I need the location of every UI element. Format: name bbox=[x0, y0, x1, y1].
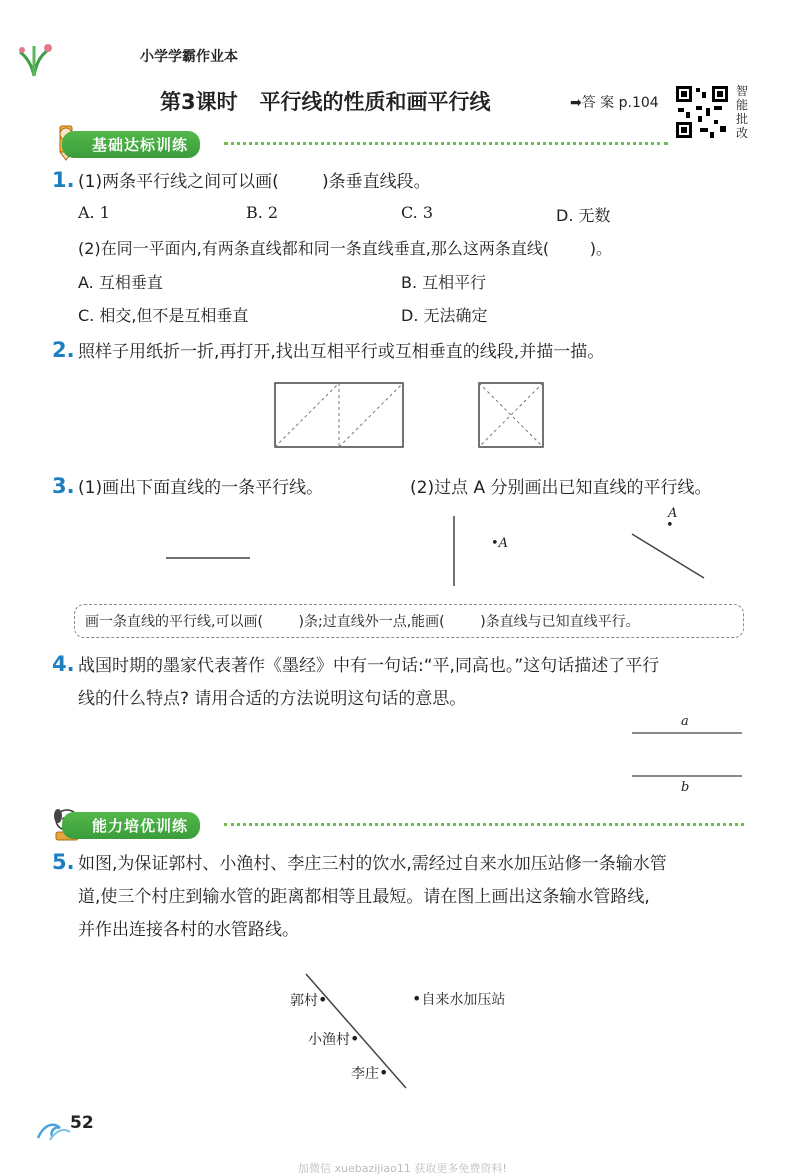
q1-part2-text: (2)在同一平面内,有两条直线都和同一条直线垂直,那么这两条直线( )。 bbox=[78, 239, 613, 258]
point-dot-icon: • bbox=[666, 518, 674, 533]
q1-part2-option-d[interactable]: D. 无法确定 bbox=[401, 306, 488, 325]
point-dot-icon: • bbox=[350, 1029, 360, 1048]
q4-label-b: b bbox=[681, 780, 690, 795]
q3-given-line-diagonal[interactable] bbox=[632, 534, 704, 578]
q1-part2-option-b[interactable]: B. 互相平行 bbox=[401, 273, 487, 292]
footer-watermark: 加微信 xuebazijiao11 获取更多免费资料! bbox=[298, 1162, 507, 1175]
fold-example-rectangle bbox=[274, 382, 404, 448]
wave-decoration-icon bbox=[36, 1118, 72, 1142]
q5-text-line1: 如图,为保证郭村、小渔村、李庄三村的饮水,需经过自来水加压站修一条输水管 bbox=[78, 854, 667, 874]
question-number-1: 1. bbox=[52, 168, 75, 192]
q1-part2-option-c[interactable]: C. 相交,但不是互相垂直 bbox=[78, 306, 249, 325]
qr-code[interactable] bbox=[674, 84, 730, 140]
q1-part1-option-d[interactable]: D. 无数 bbox=[556, 206, 611, 225]
point-dot-icon: • bbox=[412, 989, 422, 1008]
q3-given-line-horizontal[interactable] bbox=[166, 556, 250, 560]
question-number-5: 5. bbox=[52, 850, 75, 874]
fold-square[interactable] bbox=[478, 382, 544, 448]
q4-text-line1: 战国时期的墨家代表著作《墨经》中有一句话:“平,同高也。”这句话描述了平行 bbox=[78, 656, 660, 676]
q5-text-line2: 道,使三个村庄到输水管的距离都相等且最短。请在图上画出这条输水管路线, bbox=[78, 887, 650, 907]
q5-village-li[interactable]: 李庄• bbox=[351, 1063, 389, 1082]
q4-line-b bbox=[632, 774, 742, 778]
q3-given-line-vertical[interactable] bbox=[452, 516, 456, 586]
point-dot-icon: • bbox=[491, 536, 499, 551]
section-banner-basic: 基础达标训练 bbox=[62, 131, 200, 158]
q3-point-a-vertical: •A bbox=[491, 536, 509, 551]
lesson-title: 第3课时 平行线的性质和画平行线 bbox=[160, 90, 491, 114]
q5-village-guo[interactable]: 郭村• bbox=[290, 990, 328, 1009]
question-number-3: 3. bbox=[52, 474, 75, 498]
q3-hint-box: 画一条直线的平行线,可以画( )条;过直线外一点,能画( )条直线与已知直线平行。 bbox=[74, 604, 744, 638]
plant-logo-icon bbox=[14, 38, 54, 78]
q3-part1-text: (1)画出下面直线的一条平行线。 bbox=[78, 478, 324, 498]
point-dot-icon: • bbox=[379, 1063, 389, 1082]
qr-side-text: 智 能 批 改 bbox=[736, 84, 749, 140]
q5-text-line3: 并作出连接各村的水管路线。 bbox=[78, 920, 299, 940]
answer-ref[interactable]: ➡答 案 p.104 bbox=[570, 95, 659, 111]
q1-part1-option-a[interactable]: A. 1 bbox=[78, 203, 110, 222]
q5-water-station[interactable]: •自来水加压站 bbox=[412, 989, 506, 1008]
section-divider bbox=[224, 142, 668, 145]
q1-part1-text: (1)两条平行线之间可以画( )条垂直线段。 bbox=[78, 172, 431, 192]
question-number-4: 4. bbox=[52, 652, 75, 676]
q3-point-a-diagonal: A • bbox=[666, 506, 678, 533]
q1-part2-option-a[interactable]: A. 互相垂直 bbox=[78, 273, 163, 292]
book-title: 小学学霸作业本 bbox=[140, 49, 238, 65]
q4-text-line2: 线的什么特点? 请用合适的方法说明这句话的意思。 bbox=[78, 689, 467, 709]
q4-label-a: a bbox=[681, 714, 689, 729]
q5-village-yu[interactable]: 小渔村• bbox=[308, 1029, 360, 1048]
section-banner-advanced: 能力培优训练 bbox=[62, 812, 200, 839]
q1-part1-option-c[interactable]: C. 3 bbox=[401, 203, 434, 222]
q4-line-a bbox=[632, 731, 742, 735]
q3-part2-text: (2)过点 A 分别画出已知直线的平行线。 bbox=[410, 478, 712, 498]
q2-text: 照样子用纸折一折,再打开,找出互相平行或互相垂直的线段,并描一描。 bbox=[78, 342, 605, 362]
page-number: 52 bbox=[70, 1113, 94, 1133]
q1-part1-option-b[interactable]: B. 2 bbox=[246, 203, 279, 222]
section-divider bbox=[224, 823, 744, 826]
question-number-2: 2. bbox=[52, 338, 75, 362]
point-dot-icon: • bbox=[318, 990, 328, 1009]
